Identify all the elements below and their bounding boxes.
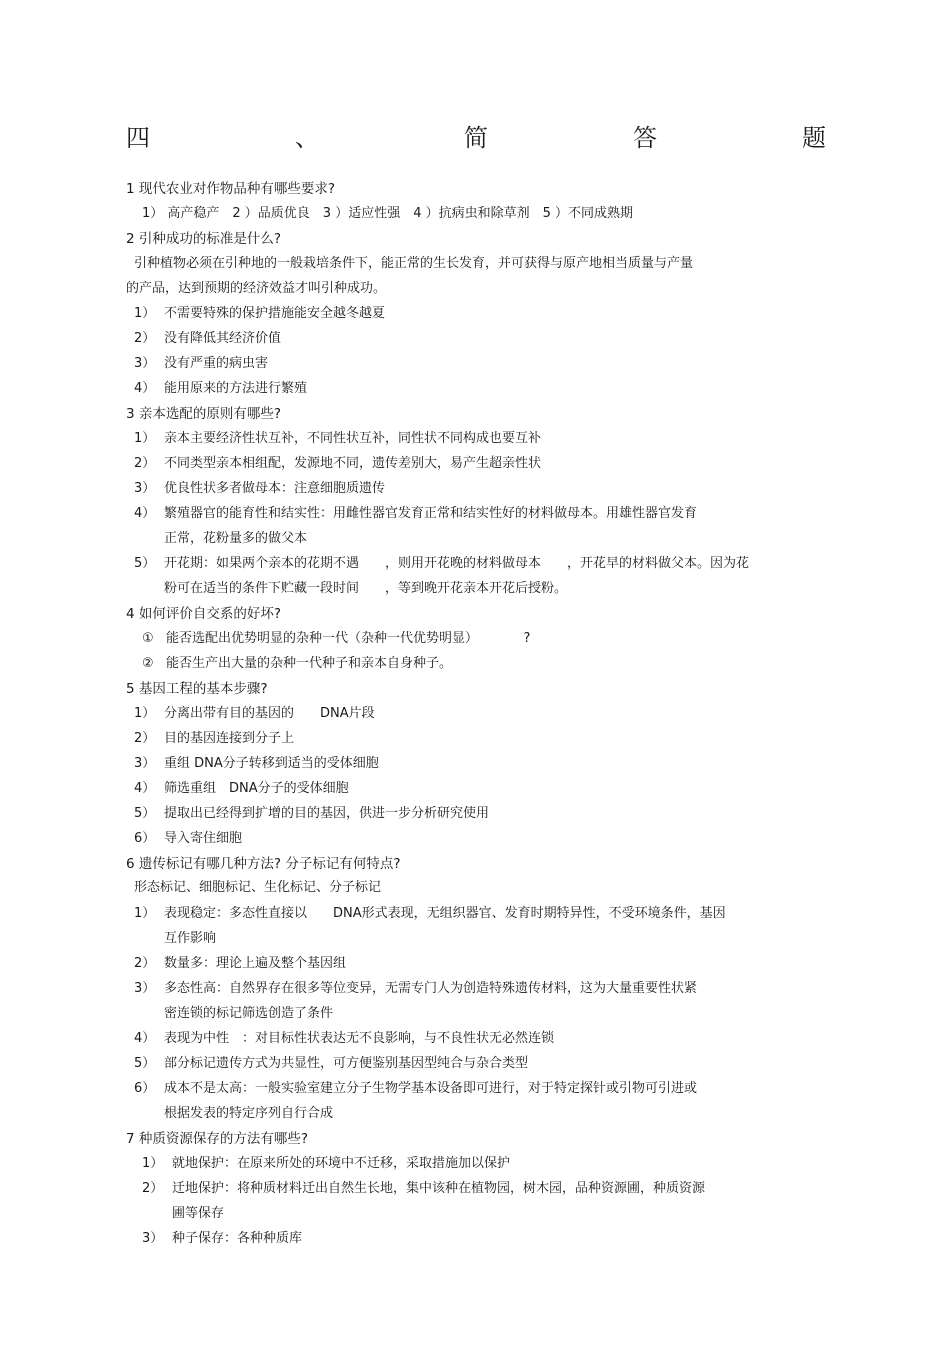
list-item-number: ① bbox=[142, 631, 154, 646]
list-item: 开花期：如果两个亲本的花期不遇 ，则用开花晚的材料做母本 ，开花早的材料做父本。因为花 bbox=[164, 556, 750, 571]
list-item: 分离出带有目的基因的 DNA片段 bbox=[164, 706, 375, 721]
list-item-number: 5） bbox=[134, 556, 156, 571]
answer-2-para1: 引种植物必须在引种地的一般栽培条件下，能正常的生长发育，并可获得与原产地相当质量与产量 bbox=[134, 256, 694, 271]
list-item-continuation: 密连锁的标记筛选创造了条件 bbox=[164, 1006, 334, 1021]
question-1: 1 现代农业对作物品种有哪些要求? bbox=[126, 181, 336, 197]
list-item-number: 2） bbox=[134, 331, 156, 346]
list-item-number: 2） bbox=[134, 456, 156, 471]
list-item: 数量多：理论上遍及整个基因组 bbox=[164, 956, 347, 971]
list-item: 能用原来的方法进行繁殖 bbox=[164, 381, 308, 396]
list-item: 没有降低其经济价值 bbox=[164, 331, 282, 346]
list-item-number: 5） bbox=[134, 1056, 156, 1071]
list-item-continuation: 圃等保存 bbox=[172, 1206, 225, 1221]
question-5: 5 基因工程的基本步骤? bbox=[126, 681, 268, 697]
list-item-continuation: 正常，花粉量多的做父本 bbox=[164, 531, 308, 546]
list-item: 亲本主要经济性状互补，不同性状互补，同性状不同构成也要互补 bbox=[164, 431, 542, 446]
list-item: 不同类型亲本相组配，发源地不同，遗传差别大，易产生超亲性状 bbox=[164, 456, 542, 471]
list-item-number: ② bbox=[142, 656, 154, 671]
list-item: 提取出已经得到扩增的目的基因，供进一步分析研究使用 bbox=[164, 806, 490, 821]
list-item: 成本不是太高：一般实验室建立分子生物学基本设备即可进行，对于特定探针或引物可引进或 bbox=[164, 1081, 698, 1096]
list-item: 没有严重的病虫害 bbox=[164, 356, 269, 371]
list-item-number: 2） bbox=[134, 956, 156, 971]
list-item: 筛选重组 DNA分子的受体细胞 bbox=[164, 781, 349, 796]
list-item-number: 4） bbox=[134, 781, 156, 796]
title-char: 简 bbox=[464, 124, 488, 152]
list-item: 导入寄住细胞 bbox=[164, 831, 243, 846]
list-item: 多态性高：自然界存在很多等位变异，无需专门人为创造特殊遗传材料，这为大量重要性状紧 bbox=[164, 981, 698, 996]
title-char: 题 bbox=[802, 124, 826, 152]
list-item-continuation: 互作影响 bbox=[164, 931, 217, 946]
question-2: 2 引种成功的标准是什么? bbox=[126, 231, 282, 247]
title-char: 答 bbox=[633, 124, 657, 152]
question-3: 3 亲本选配的原则有哪些? bbox=[126, 406, 282, 422]
question-7: 7 种质资源保存的方法有哪些? bbox=[126, 1131, 309, 1147]
page-title bbox=[126, 118, 826, 152]
list-item-number: 4） bbox=[134, 506, 156, 521]
title-char: 四 bbox=[126, 124, 150, 152]
list-item: 能否生产出大量的杂种一代种子和亲本自身种子。 bbox=[166, 656, 453, 671]
list-item-number: 3） bbox=[134, 756, 156, 771]
list-item: 重组 DNA分子转移到适当的受体细胞 bbox=[164, 756, 379, 771]
list-item: 不需要特殊的保护措施能安全越冬越夏 bbox=[164, 306, 386, 321]
list-item: 目的基因连接到分子上 bbox=[164, 731, 295, 746]
question-6: 6 遗传标记有哪几种方法? 分子标记有何特点? bbox=[126, 856, 401, 872]
list-item-number: 3） bbox=[134, 356, 156, 371]
list-item-number: 1） bbox=[134, 431, 156, 446]
question-4: 4 如何评价自交系的好坏? bbox=[126, 606, 282, 622]
list-item-number: 1） bbox=[134, 306, 156, 321]
list-item: 繁殖器官的能育性和结实性：用雌性器官发育正常和结实性好的材料做母本。用雄性器官发育 bbox=[164, 506, 698, 521]
answer-2-para2: 的产品，达到预期的经济效益才叫引种成功。 bbox=[126, 281, 387, 296]
answer-6-para: 形态标记、细胞标记、生化标记、分子标记 bbox=[134, 880, 382, 895]
list-item: 能否选配出优势明显的杂种一代（杂种一代优势明显） ? bbox=[166, 631, 531, 646]
list-item-continuation: 根据发表的特定序列自行合成 bbox=[164, 1106, 334, 1121]
list-item: 表现为中性 ：对目标性状表达无不良影响，与不良性状无必然连锁 bbox=[164, 1031, 555, 1046]
list-item-number: 2） bbox=[134, 731, 156, 746]
list-item: 优良性状多者做母本：注意细胞质遗传 bbox=[164, 481, 386, 496]
list-item: 就地保护：在原来所处的环境中不迁移，采取措施加以保护 bbox=[172, 1156, 511, 1171]
list-item: 种子保存：各种种质库 bbox=[172, 1231, 303, 1246]
list-item-number: 6） bbox=[134, 1081, 156, 1096]
list-item-number: 2） bbox=[142, 1181, 164, 1196]
list-item-number: 3） bbox=[134, 481, 156, 496]
list-item: 表现稳定：多态性直接以 DNA形式表现，无组织器官、发育时期特异性，不受环境条件，基因 bbox=[164, 906, 726, 921]
answer-1: 1） 高产稳产 2 ）品质优良 3 ）适应性强 4 ）抗病虫和除草剂 5 ）不同成熟期 bbox=[142, 206, 634, 221]
list-item-number: 5） bbox=[134, 806, 156, 821]
list-item-number: 4） bbox=[134, 381, 156, 396]
list-item-number: 6） bbox=[134, 831, 156, 846]
list-item-number: 3） bbox=[134, 981, 156, 996]
list-item-continuation: 粉可在适当的条件下贮藏一段时间 ，等到晚开花亲本开花后授粉。 bbox=[164, 581, 568, 596]
title-char: 、 bbox=[295, 124, 319, 152]
list-item: 迁地保护：将种质材料迁出自然生长地，集中该种在植物园，树木园，品种资源圃，种质资源 bbox=[172, 1181, 706, 1196]
list-item-number: 1） bbox=[134, 706, 156, 721]
list-item-number: 3） bbox=[142, 1231, 164, 1246]
list-item-number: 4） bbox=[134, 1031, 156, 1046]
list-item-number: 1） bbox=[134, 906, 156, 921]
list-item: 部分标记遗传方式为共显性，可方便鉴别基因型纯合与杂合类型 bbox=[164, 1056, 529, 1071]
list-item-number: 1） bbox=[142, 1156, 164, 1171]
